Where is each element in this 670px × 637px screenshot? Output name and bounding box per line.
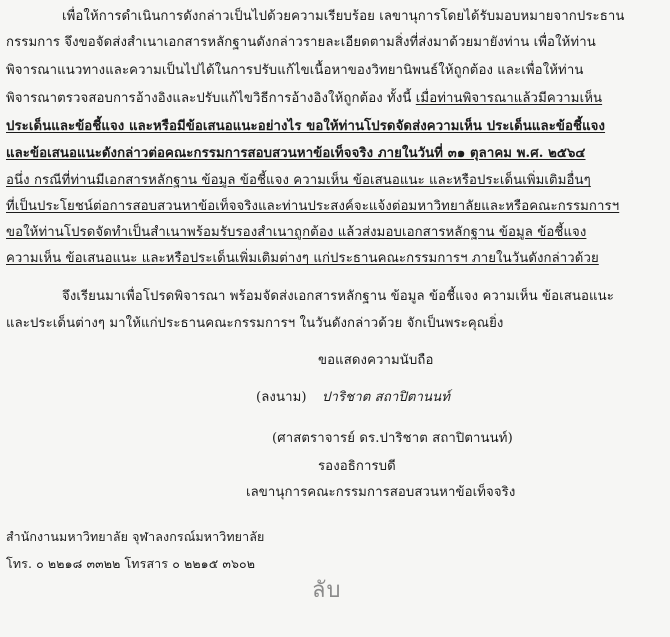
para1-line7: อนึ่ง กรณีที่ท่านมีเอกสารหลักฐาน ข้อมูล ข้อชี้แจง ความเห็น ข้อเสนอแนะ และหรือประเด็นเพิ่มเติมอื่นๆ [6,173,591,188]
para1-line5: ประเด็นและข้อชี้แจง และหรือมีข้อเสนอแนะอย่างไร ขอให้ท่านโปรดจัดส่งความเห็น ประเด็นและข้อชี้แจง [6,119,606,134]
sign-label: (ลงนาม) [256,390,307,405]
signatory-name: (ศาสตราจารย์ ดร.ปาริชาต สถาปิตานนท์) [272,431,513,446]
para1-line3: พิจารณาแนวทางและความเป็นไปได้ในการปรับแก้ไขเนื้อหาของวิทยานิพนธ์ให้ถูกต้อง และเพื่อให้ท่าน [6,63,584,78]
para1-line2: กรรมการ จึงขอจัดส่งสำเนาเอกสารหลักฐานดังกล่าวรายละเอียดตามสิ่งที่ส่งมาด้วยมายังท่าน เพื่อให้ท่าน [6,35,596,50]
para2-line2: และประเด็นต่างๆ มาให้แก่ประธานคณะกรรมการฯ ในวันดังกล่าวด้วย จักเป็นพระคุณยิ่ง [6,316,504,331]
para1-line4-underlined: เมื่อท่านพิจารณาแล้วมีความเห็น [415,91,603,106]
signatory-committee-role: เลขานุการคณะกรรมการสอบสวนหาข้อเท็จจริง [246,485,516,500]
signatory-position: รองอธิการบดี [318,459,396,474]
para1-line6: และข้อเสนอแนะดังกล่าวต่อคณะกรรมการสอบสวนหาข้อเท็จจริง ภายในวันที่ ๓๑ ตุลาคม พ.ศ. ๒๕๖๔ [6,146,586,161]
para1-line10: ความเห็น ข้อเสนอแนะ และหรือประเด็นเพิ่มเติมต่างๆ แก่ประธานคณะกรรมการฯ ภายในวันดังกล่าวด้วย [6,251,599,266]
footer-office: สำนักงานมหาวิทยาลัย จุฬาลงกรณ์มหาวิทยาลัย [6,529,265,544]
salutation: ขอแสดงความนับถือ [318,353,434,368]
para1-line9: ขอให้ท่านโปรดจัดทำเป็นสำเนาพร้อมรับรองสำเนาถูกต้อง แล้วส่งมอบเอกสารหลักฐาน ข้อมูล ข้อชี้แจง [6,225,587,240]
para2-line1: จึงเรียนมาเพื่อโปรดพิจารณา พร้อมจัดส่งเอกสารหลักฐาน ข้อมูล ข้อชี้แจง ความเห็น ข้อเสนอแนะ [62,289,614,304]
footer-contact: โทร. ๐ ๒๒๑๘ ๓๓๒๒ โทรสาร ๐ ๒๒๑๕ ๓๖๐๒ [6,556,256,571]
para1-line4-plain: พิจารณาตรวจสอบการอ้างอิงและปรับแก้ไขวิธีการอ้างอิงให้ถูกต้อง ทั้งนี้ [6,91,416,106]
para1-line4 [6,90,602,108]
signature: ปาริชาต สถาปิตานนท์ [322,390,451,405]
para1-line8: ที่เป็นประโยชน์ต่อการสอบสวนหาข้อเท็จจริงและท่านประสงค์จะแจ้งต่อมหาวิทยาลัยและหรือคณะกรรมการฯ [6,199,620,214]
confidential-stamp: ลับ [312,578,342,603]
para1-line1: เพื่อให้การดำเนินการดังกล่าวเป็นไปด้วยความเรียบร้อย เลขานุการโดยได้รับมอบหมายจากประธาน [62,9,625,24]
